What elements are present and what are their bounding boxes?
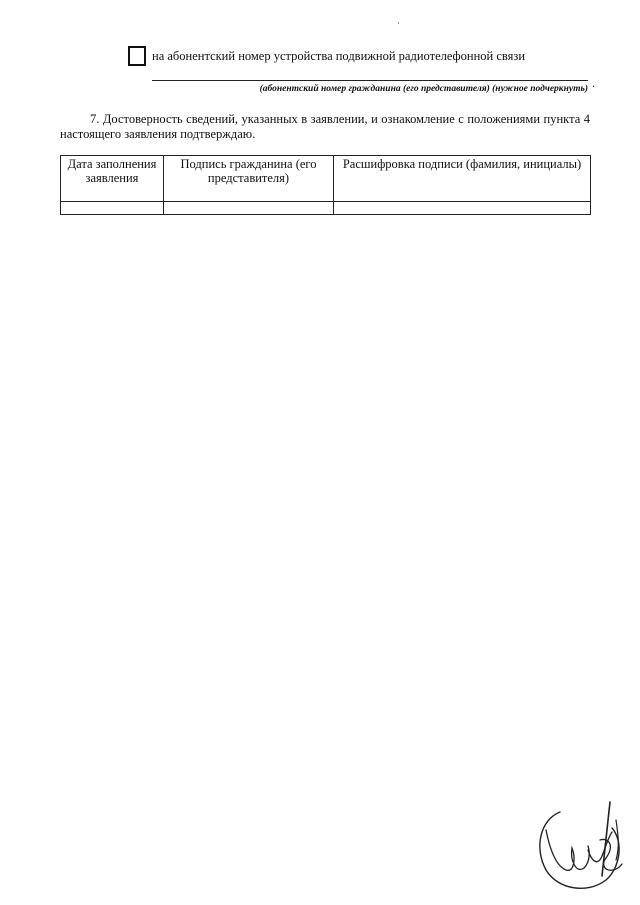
- header-name-decoding: Расшифровка подписи (фамилия, инициалы): [334, 156, 591, 202]
- phone-notification-option: [128, 44, 525, 68]
- header-signature: Подпись гражданина (его представителя): [164, 156, 334, 202]
- signature-cell[interactable]: [164, 202, 334, 215]
- date-cell[interactable]: [61, 202, 164, 215]
- line-end-dot: .: [592, 76, 595, 90]
- phone-notification-label: на абонентский номер устройства подвижной радиотелефонной связи: [152, 48, 526, 63]
- section-7-confirmation: 7. Достоверность сведений, указанных в заявлении, и ознакомление с положениями пункта 4 настоящего заявления подтверждаю.: [60, 112, 590, 141]
- scan-speck: [398, 22, 399, 24]
- header-date: Дата заполнения заявления: [61, 156, 164, 202]
- handwritten-signature: [532, 790, 632, 895]
- phone-notification-checkbox[interactable]: [128, 46, 146, 66]
- table-row: [61, 202, 591, 215]
- signature-table: [60, 155, 591, 215]
- name-decoding-cell[interactable]: [334, 202, 591, 215]
- phone-number-hint: (абонентский номер гражданина (его представителя) (нужное подчеркнуть): [259, 84, 588, 94]
- phone-number-line[interactable]: [152, 80, 588, 81]
- signature-table-header: [61, 156, 591, 202]
